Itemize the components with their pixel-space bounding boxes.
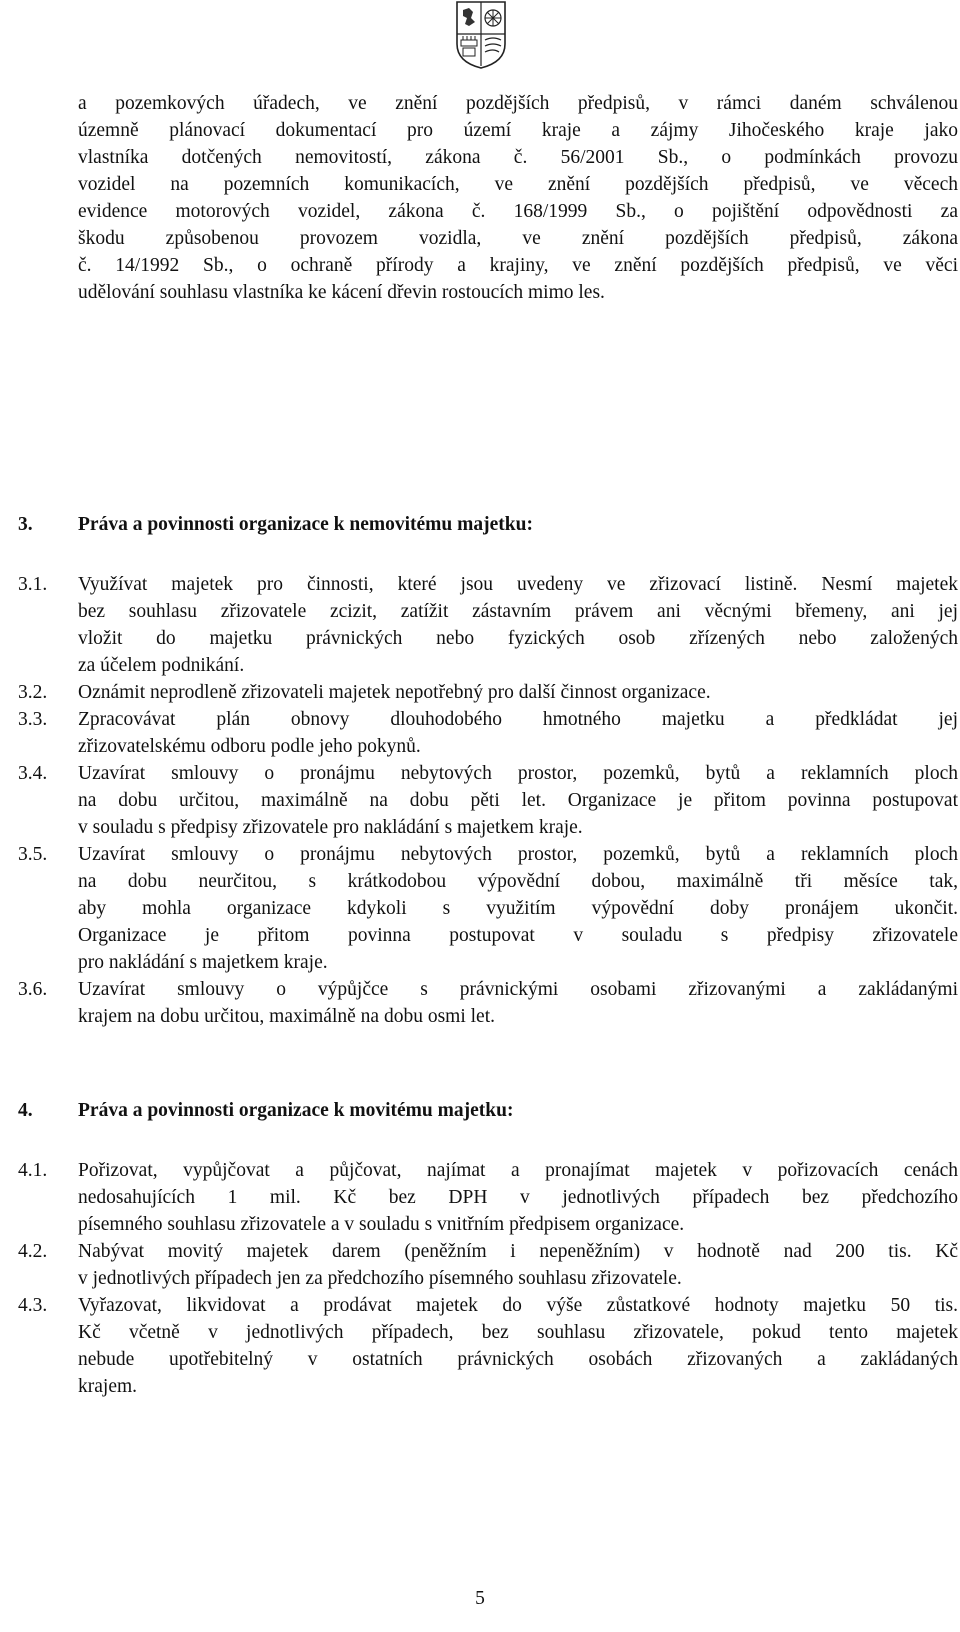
text-line: Organizace je přitom povinna postupovat v souladu s předpisy zřizovatele (78, 925, 958, 946)
text-line: na dobu určitou, maximálně na dobu pěti let. Organizace je přitom povinna postupovat (78, 790, 958, 811)
item-text (78, 1157, 958, 1238)
item-number: 3.5. (18, 844, 48, 865)
coat-of-arms-icon (455, 0, 507, 70)
text-line: krajem. (78, 1376, 138, 1397)
item-text (78, 706, 958, 760)
item-text (78, 571, 958, 679)
text-line: evidence motorových vozidel, zákona č. 168/1999 Sb., o pojištění odpovědnosti za (78, 201, 958, 222)
item-number: 4.1. (18, 1160, 48, 1181)
text-line: Oznámit neprodleně zřizovateli majetek nepotřebný pro další činnost organizace. (78, 682, 711, 703)
text-line: nedosahujících 1 mil. Kč bez DPH v jednotlivých případech bez předchozího (78, 1187, 958, 1208)
text-line: udělování souhlasu vlastníka ke kácení dřevin rostoucích mimo les. (78, 282, 605, 303)
item-number: 4.3. (18, 1295, 48, 1316)
item-text (78, 760, 958, 841)
item-text (78, 1292, 958, 1400)
intro-paragraph (78, 90, 958, 306)
text-line: územně plánovací dokumentací pro území kraje a zájmy Jihočeského kraje jako (78, 120, 958, 141)
section-title: Práva a povinnosti organizace k nemovitému majetku: (78, 514, 533, 535)
text-line: aby mohla organizace kdykoli s využitím výpovědní doby pronájem ukončit. (78, 898, 958, 919)
text-line: vozidel na pozemních komunikacích, ve znění pozdějších předpisů, ve věcech (78, 174, 958, 195)
text-line: Využívat majetek pro činnosti, které jsou uvedeny ve zřizovací listině. Nesmí majetek (78, 574, 958, 595)
text-line: pro nakládání s majetkem kraje. (78, 952, 328, 973)
text-line: Uzavírat smlouvy o pronájmu nebytových prostor, pozemků, bytů a reklamních ploch (78, 763, 958, 784)
item-text (78, 976, 958, 1030)
text-line: Uzavírat smlouvy o pronájmu nebytových prostor, pozemků, bytů a reklamních ploch (78, 844, 958, 865)
section-number: 4. (18, 1100, 33, 1121)
item-number: 4.2. (18, 1241, 48, 1262)
item-number: 3.3. (18, 709, 48, 730)
text-line: vlastníka dotčených nemovitostí, zákona č. 56/2001 Sb., o podmínkách provozu (78, 147, 958, 168)
text-line: Kč včetně v jednotlivých případech, bez souhlasu zřizovatele, pokud tento majetek (78, 1322, 958, 1343)
section-title: Práva a povinnosti organizace k movitému majetku: (78, 1100, 514, 1121)
item-text (78, 841, 958, 976)
text-line: za účelem podnikání. (78, 655, 245, 676)
text-line: vložit do majetku právnických nebo fyzických osob zřízených nebo založených (78, 628, 958, 649)
section-number: 3. (18, 514, 33, 535)
item-number: 3.6. (18, 979, 48, 1000)
text-line: Zpracovávat plán obnovy dlouhodobého hmotného majetku a předkládat jej (78, 709, 958, 730)
item-number: 3.4. (18, 763, 48, 784)
text-line: nebude upotřebitelný v ostatních právnických osobách zřizovaných a zakládaných (78, 1349, 958, 1370)
text-line: č. 14/1992 Sb., o ochraně přírody a krajiny, ve znění pozdějších předpisů, ve věci (78, 255, 958, 276)
item-number: 3.1. (18, 574, 48, 595)
text-line: v souladu s předpisy zřizovatele pro nakládání s majetkem kraje. (78, 817, 583, 838)
text-line: zřizovatelskému odboru podle jeho pokynů. (78, 736, 421, 757)
text-line: krajem na dobu určitou, maximálně na dobu osmi let. (78, 1006, 495, 1027)
text-line: bez souhlasu zřizovatele zcizit, zatížit zástavním právem ani věcnými břemeny, ani jej (78, 601, 958, 622)
page-number: 5 (475, 1588, 485, 1609)
text-line: písemného souhlasu zřizovatele a v souladu s vnitřním předpisem organizace. (78, 1214, 685, 1235)
text-line: škodu způsobenou provozem vozidla, ve znění pozdějších předpisů, zákona (78, 228, 958, 249)
text-line: Nabývat movitý majetek darem (peněžním i nepeněžním) v hodnotě nad 200 tis. Kč (78, 1241, 958, 1262)
text-line: Vyřazovat, likvidovat a prodávat majetek do výše zůstatkové hodnoty majetku 50 tis. (78, 1295, 958, 1316)
item-number: 3.2. (18, 682, 48, 703)
text-line: v jednotlivých případech jen za předchozího písemného souhlasu zřizovatele. (78, 1268, 682, 1289)
item-text (78, 1238, 958, 1292)
text-line: Uzavírat smlouvy o výpůjčce s právnickými osobami zřizovanými a zakládanými (78, 979, 958, 1000)
text-line: na dobu neurčitou, s krátkodobou výpovědní dobou, maximálně tři měsíce tak, (78, 871, 958, 892)
text-line: a pozemkových úřadech, ve znění pozdějších předpisů, v rámci daném schválenou (78, 93, 958, 114)
text-line: Pořizovat, vypůjčovat a půjčovat, najímat a pronajímat majetek v pořizovacích cenách (78, 1160, 958, 1181)
item-text (78, 679, 958, 706)
